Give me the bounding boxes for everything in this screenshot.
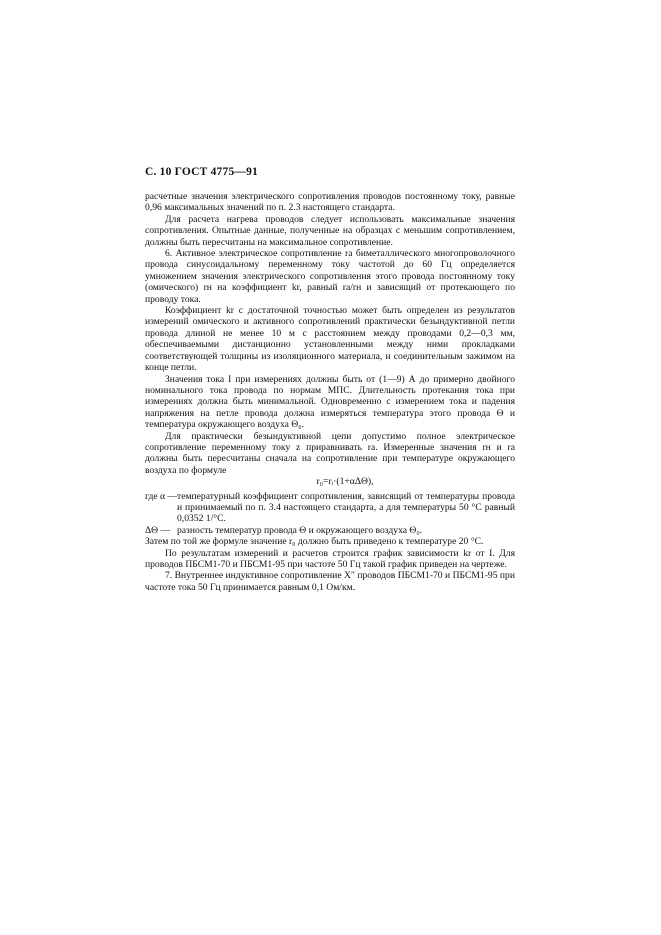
- paragraph-4: Коэффициент kr с достаточной точностью может быть определен из результатов измерений омического и активного сопротивлений практически безындуктивной петли провода длиной не менее 10 м с расстоянием между проводами 0,2—0,3 мм, обеспечиваемыми дистанционно установленными между ними прокладками соответствующей толщины из изоляционного материала, и соединительным зажимом на конце петли.: [145, 305, 515, 374]
- paragraph-9: 7. Внутреннее индуктивное сопротивление X″ проводов ПБСМ1-70 и ПБСМ1-95 при частоте тока 50 Гц принимается равным 0,1 Ом/км.: [145, 570, 515, 593]
- paragraph-7: Затем по той же формуле значение r₀ должно быть приведено к температуре 20 °С.: [145, 536, 484, 548]
- definition-delta: [145, 525, 515, 536]
- paragraph-3: 6. Активное электрическое сопротивление rа биметаллического многопроволочного провода синусоидальному переменному току частотой до 60 Гц определяется умножением значения электрического сопротивления этого провода постоянному току (омического) rн на коэффициент kr, равный rа/rн и зависящий от протекающего по проводу тока.: [145, 248, 515, 305]
- page-header: С. 10 ГОСТ 4775—91: [145, 166, 258, 178]
- definitions: [145, 491, 515, 537]
- definition-alpha: [145, 491, 515, 525]
- paragraph-5: Значения тока I при измерениях должны быть от (1—9) А до примерно двойного номинального тока провода по нормам МПС. Длительность протекания тока при измерениях должна быть минимальной. Одновременно с измерением тока и падения напряжения на петле провода должна измеряться температура этого провода Θ и температура окружающего воздуха Θ₀.: [145, 373, 515, 431]
- paragraph-2: Для расчета нагрева проводов следует использовать максимальные значения сопротивления. Опытные данные, полученные на образцах с меньшим сопротивлением, должны быть пересчитаны на максимальное сопротивление.: [145, 213, 515, 248]
- page-body: [145, 191, 515, 593]
- definition-alpha-label: где α —: [145, 490, 178, 502]
- definition-delta-label: ΔΘ —: [145, 524, 171, 536]
- definition-alpha-text: температурный коэффициент сопротивления, зависящий от температуры провода и принимаемый по п. 3.4 настоящего стандарта, а для температуры 50 °С равный 0,0352 1/°С.: [177, 490, 515, 525]
- paragraph-1: расчетные значения электрического сопротивления проводов постоянному току, равные 0,96 максимальных значений по п. 2.3 настоящего стандарта.: [145, 191, 515, 214]
- formula: r₀=rᵢ·(1+αΔΘ),: [316, 476, 374, 488]
- definition-delta-text: разность температур провода Θ и окружающего воздуха Θ₀.: [177, 524, 423, 536]
- paragraph-6: Для практически безындуктивной цепи допустимо полное электрическое сопротивление переменному току z приравнивать rа. Измеренные значения rн и rа должны быть пересчитаны сначала на сопротивление при температуре окружающего воздуха по формуле: [145, 430, 515, 476]
- paragraph-8: По результатам измерений и расчетов строится график зависимости kr от I. Для проводов ПБСМ1-70 и ПБСМ1-95 при частоте 50 Гц такой график приведен на чертеже.: [145, 547, 515, 570]
